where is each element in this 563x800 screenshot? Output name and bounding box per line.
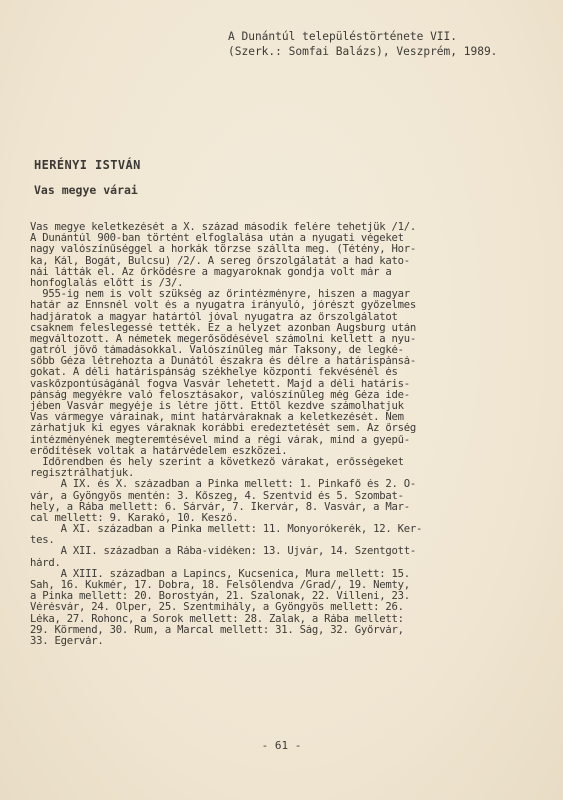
body-line: zárhatjuk ki egyes váraknak korábbi eredeztetését sem. Az őrség: [30, 423, 417, 435]
body-line: vaskőzpontúságánál fogva Vasvár lehetett. Majd a déli határis-: [30, 378, 410, 390]
body-line: jében Vasvár megyéje is létre jött. Ettől kezdve számolhatjuk: [30, 401, 404, 412]
body-line: Vérésvár, 24. Olper, 25. Szentmihály, a Gyöngyös mellett: 26.: [30, 602, 404, 614]
body-line: hárd.: [30, 557, 61, 569]
publication-header: [228, 29, 548, 59]
body-line: hely, a Rába mellett: 6. Sárvár, 7. Ikervár, 8. Vasvár, a Mar-: [30, 501, 410, 513]
body-line: regisztrálhatjuk.: [30, 468, 135, 480]
body-line: A Dunántúl 900-ban történt elfoglalása után a nyugati végeket: [30, 233, 404, 245]
author-name: HERÉNYI ISTVÁN: [34, 158, 141, 172]
body-line: nái látták el. Az őrködésre a magyaroknak gondja volt már a: [30, 266, 392, 278]
body-line: vár, a Gyöngyös mentén: 3. Kőszeg, 4. Szentvid és 5. Szombat-: [30, 490, 404, 502]
body-line: Időrendben és hely szerint a következő várakat, erősségeket: [30, 456, 404, 468]
body-line: Vas megye keletkezését a X. század második felére tehetjük /1/.: [30, 222, 417, 233]
body-line: tes.: [30, 535, 55, 547]
body-line: Léka, 27. Rohonc, a Sorok mellett: 28. Zalak, a Rába mellett:: [30, 613, 404, 625]
body-line: nagy valószínűséggel a horkák törzse szállta meg. (Tétény, Hor-: [30, 244, 417, 256]
header-line-1: A Dunántúl településtörténete VII.: [228, 30, 458, 43]
body-line: A IX. és X. században a Pinka mellett: 1. Pinkafő és 2. Ó-: [30, 479, 417, 491]
body-line: 33. Egervár.: [30, 635, 104, 647]
body-line: 29. Körmend, 30. Rum, a Marcal mellett: 31. Ság, 32. Győrvár,: [30, 624, 404, 636]
body-line: intézményének megteremtésével mind a régi várak, mind a gyepű-: [30, 434, 410, 446]
article-body: [30, 222, 540, 647]
body-line: pánság megyékre való felosztásakor, valószínűleg még Géza ide-: [30, 389, 410, 401]
body-line: a Pinka mellett: 20. Borostyán, 21. Szalonak, 22. Villeni, 23.: [30, 591, 410, 603]
body-line: 955-ig nem is volt szükség az őrintézményre, hiszen a magyar: [30, 289, 410, 301]
page-number: - 61 -: [261, 739, 302, 752]
body-line: határ az Ennsnél volt és a nyugatra irányuló, jórészt győzelmes: [30, 300, 417, 312]
body-line: csaknem feleslegessé tették. Ez a helyzet azonban Augsburg után: [30, 322, 417, 334]
body-line: erődítések voltak a határvédelem eszközei.: [30, 445, 288, 457]
body-line: A XIII. században a Lapincs, Kucsenica, Mura mellett: 15.: [30, 568, 410, 580]
body-line: hadjáratok a magyar határtól jóval nyugatra az őrszolgálatot: [30, 311, 398, 323]
body-line: Vas vármegye várainak, mint határváraknak a keletkezését. Nem: [30, 412, 404, 424]
body-line: ka, Kál, Bogát, Bulcsu) /2/. A sereg őrszolgálatát a had kato-: [30, 255, 410, 267]
body-line: sőbb Géza létrehozta a Dunától északra és délre a határispánsá-: [30, 356, 417, 368]
header-line-2: (Szerk.: Somfai Balázs), Veszprém, 1989.: [228, 45, 498, 58]
body-line: A XII. században a Rába-vidéken: 13. Újvár, 14. Szentgott-: [30, 546, 417, 558]
body-line: A XI. században a Pinka mellett: 11. Monyorókerék, 12. Ker-: [30, 524, 423, 536]
body-line: Sah, 16. Kukmér, 17. Dobra, 18. Felsőlendva /Grad/, 19. Nemty,: [30, 580, 410, 591]
article-title: Vas megye várai: [34, 183, 138, 197]
body-line: honfoglalás előtt is /3/.: [30, 277, 184, 289]
body-line: gatról jövő támadásokkal. Valószínűleg már Taksony, de legké-: [30, 345, 404, 357]
body-line: gokat. A déli határispánság székhelye központi fekvésénél és: [30, 367, 398, 379]
body-line: cal mellett: 9. Karakó, 10. Kesző.: [30, 512, 239, 524]
body-line: megváltozott. A németek megerősödésével számolni kellett a nyu-: [30, 333, 417, 345]
